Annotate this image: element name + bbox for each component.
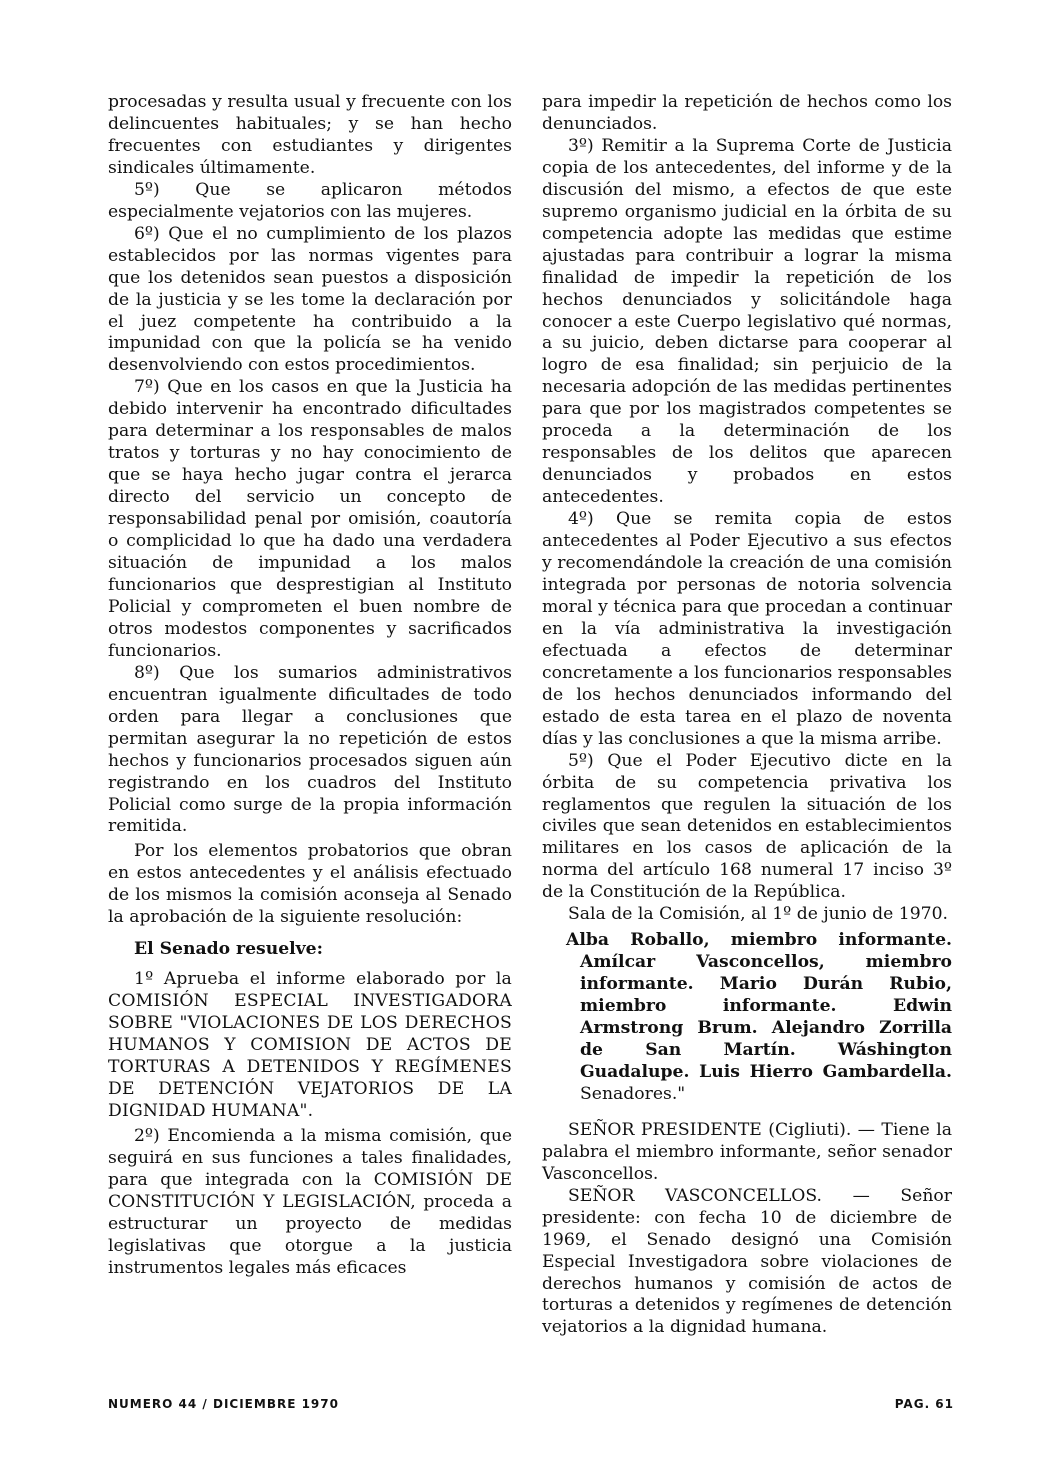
paragraph-recommendation: Por los elementos probatorios que obran en estos antecedentes y el análisis efectuado de los mismos la comisión aconseja al Senado la aprobación de la siguiente resolución:: [108, 841, 512, 928]
page-footer: [108, 1397, 954, 1411]
paragraph-continuation: procesadas y resulta usual y frecuente con los delincuentes habituales; y se han hecho frecuentes con estudiantes y dirigentes sindicales últimamente.: [108, 92, 512, 178]
left-column: [108, 92, 512, 1280]
page-number: PAG. 61: [894, 1397, 954, 1411]
resolution-item-4: 4º) Que se remita copia de estos antecedentes al Poder Ejecutivo a sus efectos y recomendándole la creación de una comisión integrada por personas de notoria solvencia moral y técnica para que procedan a continuar en la vía administrativa la investigación efectuada a efectos de determinar concretamente a los funcionarios responsables de los hechos denunciados informando del estado de esta tarea en el plazo de noventa días y las conclusiones a que la misma arribe.: [542, 509, 952, 749]
signatory-title: Senadores.": [580, 1083, 686, 1104]
signatory-names: Alba Roballo, miembro informante. Amílcar Vasconcellos, miembro informante. Mario Durán Rubio, miembro informante. Edwin Armstrong Brum. Alejandro Zorrilla de San Martín. Wáshington Guadalupe. Luis Hierro Gambardella.: [566, 930, 952, 1082]
paragraph-item-8: 8º) Que los sumarios administrativos encuentran igualmente dificultades de todo orden para llegar a conclusiones que permitan asegurar la no repetición de estos hechos y funcionarios procesados siguen aún registrando en los cuadros del Instituto Policial como surge de la propia información remitida.: [108, 662, 512, 837]
paragraph-continuation-right: para impedir la repetición de hechos como los denunciados.: [542, 92, 952, 134]
signatories: [542, 930, 952, 1106]
issue-label: NUMERO 44 / DICIEMBRE 1970: [108, 1397, 339, 1411]
paragraph-item-7: 7º) Que en los casos en que la Justicia ha debido intervenir ha encontrado dificultades para determinar a los responsables de malos tratos y torturas y no hay conocimiento de que se haya hecho jugar contra el jerarca directo del servicio un concepto de responsabilidad penal por omisión, coautoría o complicidad lo que ha dado una verdadera situación de impunidad a los malos funcionarios que desprestigian al Instituto Policial y comprometen el buen nombre de otros modestos componentes y sacrificados funcionarios.: [108, 377, 512, 661]
speaker-president: SEÑOR PRESIDENTE (Cigliuti). — Tiene la palabra el miembro informante, señor senador Vasconcellos.: [542, 1119, 952, 1184]
signing-place-date: Sala de la Comisión, al 1º de junio de 1970.: [568, 904, 948, 925]
resolution-item-2: 2º) Encomienda a la misma comisión, que seguirá en sus funciones a tales finalidades, para que integrada con la COMISIÓN DE CONSTITUCIÓN Y LEGISLACIÓN, proceda a estructurar un proyecto de medidas legislativas que otorgue a la justicia instrumentos legales más eficaces: [108, 1125, 512, 1278]
speaker-vasconcellos: SEÑOR VASCONCELLOS. — Señor presidente: con fecha 10 de diciembre de 1969, el Senado designó una Comisión Especial Investigadora sobre violaciones de derechos humanos y comisión de actos de torturas a detenidos y regímenes de detención vejatorios a la dignidad humana.: [542, 1185, 952, 1338]
resolution-item-3: 3º) Remitir a la Suprema Corte de Justicia copia de los antecedentes, del informe y de la discusión del mismo, a efectos de que este supremo organismo judicial en la órbita de su competencia adopte las medidas que estime ajustadas para contribuir a lograr la misma finalidad de impedir la repetición de los hechos denunciados y solicitándole haga conocer a este Cuerpo legislativo qué normas, a su juicio, deben dictarse para cooperar al logro de esa finalidad; sin perjuicio de la necesaria adopción de las medidas pertinentes para que por los magistrados competentes se proceda a la determinación de los responsables de los delitos que aparecen denunciados y probados en estos antecedentes.: [542, 135, 952, 508]
resolution-heading: El Senado resuelve:: [134, 939, 323, 960]
resolution-item-1: 1º Aprueba el informe elaborado por la COMISIÓN ESPECIAL INVESTIGADORA SOBRE "VIOLACIONES DE LOS DERECHOS HUMANOS Y COMISION DE ACTOS DE TORTURAS A DETENIDOS Y REGÍMENES DE DETENCIÓN VEJATORIOS DE LA DIGNIDAD HUMANA".: [108, 969, 512, 1121]
paragraph-item-6: 6º) Que el no cumplimiento de los plazos establecidos por las normas vigentes para que los detenidos sean puestos a disposición de la justicia y se les tome la declaración por el juez competente ha contribuido a la impunidad con que la policía se ha venido desenvolviendo con estos procedimientos.: [108, 223, 512, 376]
right-column: [542, 92, 952, 1339]
resolution-item-5: 5º) Que el Poder Ejecutivo dicte en la órbita de su competencia privativa los reglamentos que regulen la situación de los civiles que sean detenidos en establecimientos militares en los casos de aplicación de la norma del artículo 168 numeral 17 inciso 3º de la Constitución de la República.: [542, 750, 952, 903]
paragraph-item-5: 5º) Que se aplicaron métodos especialmente vejatorios con las mujeres.: [108, 179, 512, 222]
